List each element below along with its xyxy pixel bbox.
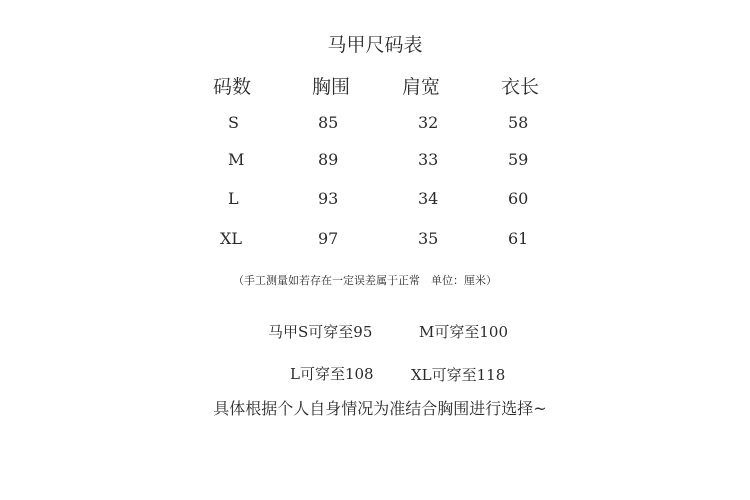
row-l-size: L <box>228 189 239 208</box>
header-length: 衣长 <box>501 76 540 98</box>
row-xl-chest: 97 <box>318 229 339 248</box>
row-s-shoulder: 32 <box>418 113 439 132</box>
row-s-size: S <box>228 113 239 132</box>
row-m-size: M <box>228 150 245 169</box>
row-l-chest: 93 <box>318 189 339 208</box>
fit-l: L可穿至108 <box>290 365 374 383</box>
chart-title: 马甲尺码表 <box>327 34 423 56</box>
header-shoulder: 肩宽 <box>402 76 441 98</box>
row-xl-size: XL <box>220 229 243 248</box>
row-m-chest: 89 <box>318 150 339 169</box>
selection-advice: 具体根据个人自身情况为准结合胸围进行选择~ <box>213 399 547 418</box>
row-s-length: 58 <box>508 113 529 132</box>
fit-m: M可穿至100 <box>419 323 508 341</box>
row-l-length: 60 <box>508 189 529 208</box>
row-l-shoulder: 34 <box>418 189 439 208</box>
row-xl-length: 61 <box>508 229 529 248</box>
measurement-note: （手工测量如若存在一定误差属于正常 单位：厘米） <box>233 274 497 287</box>
row-m-length: 59 <box>508 150 529 169</box>
row-s-chest: 85 <box>318 113 339 132</box>
fit-xl: XL可穿至118 <box>411 366 506 384</box>
row-xl-shoulder: 35 <box>418 229 439 248</box>
header-size: 码数 <box>213 76 252 98</box>
row-m-shoulder: 33 <box>418 150 439 169</box>
header-chest: 胸围 <box>312 76 351 98</box>
fit-s: 马甲S可穿至95 <box>268 323 373 341</box>
